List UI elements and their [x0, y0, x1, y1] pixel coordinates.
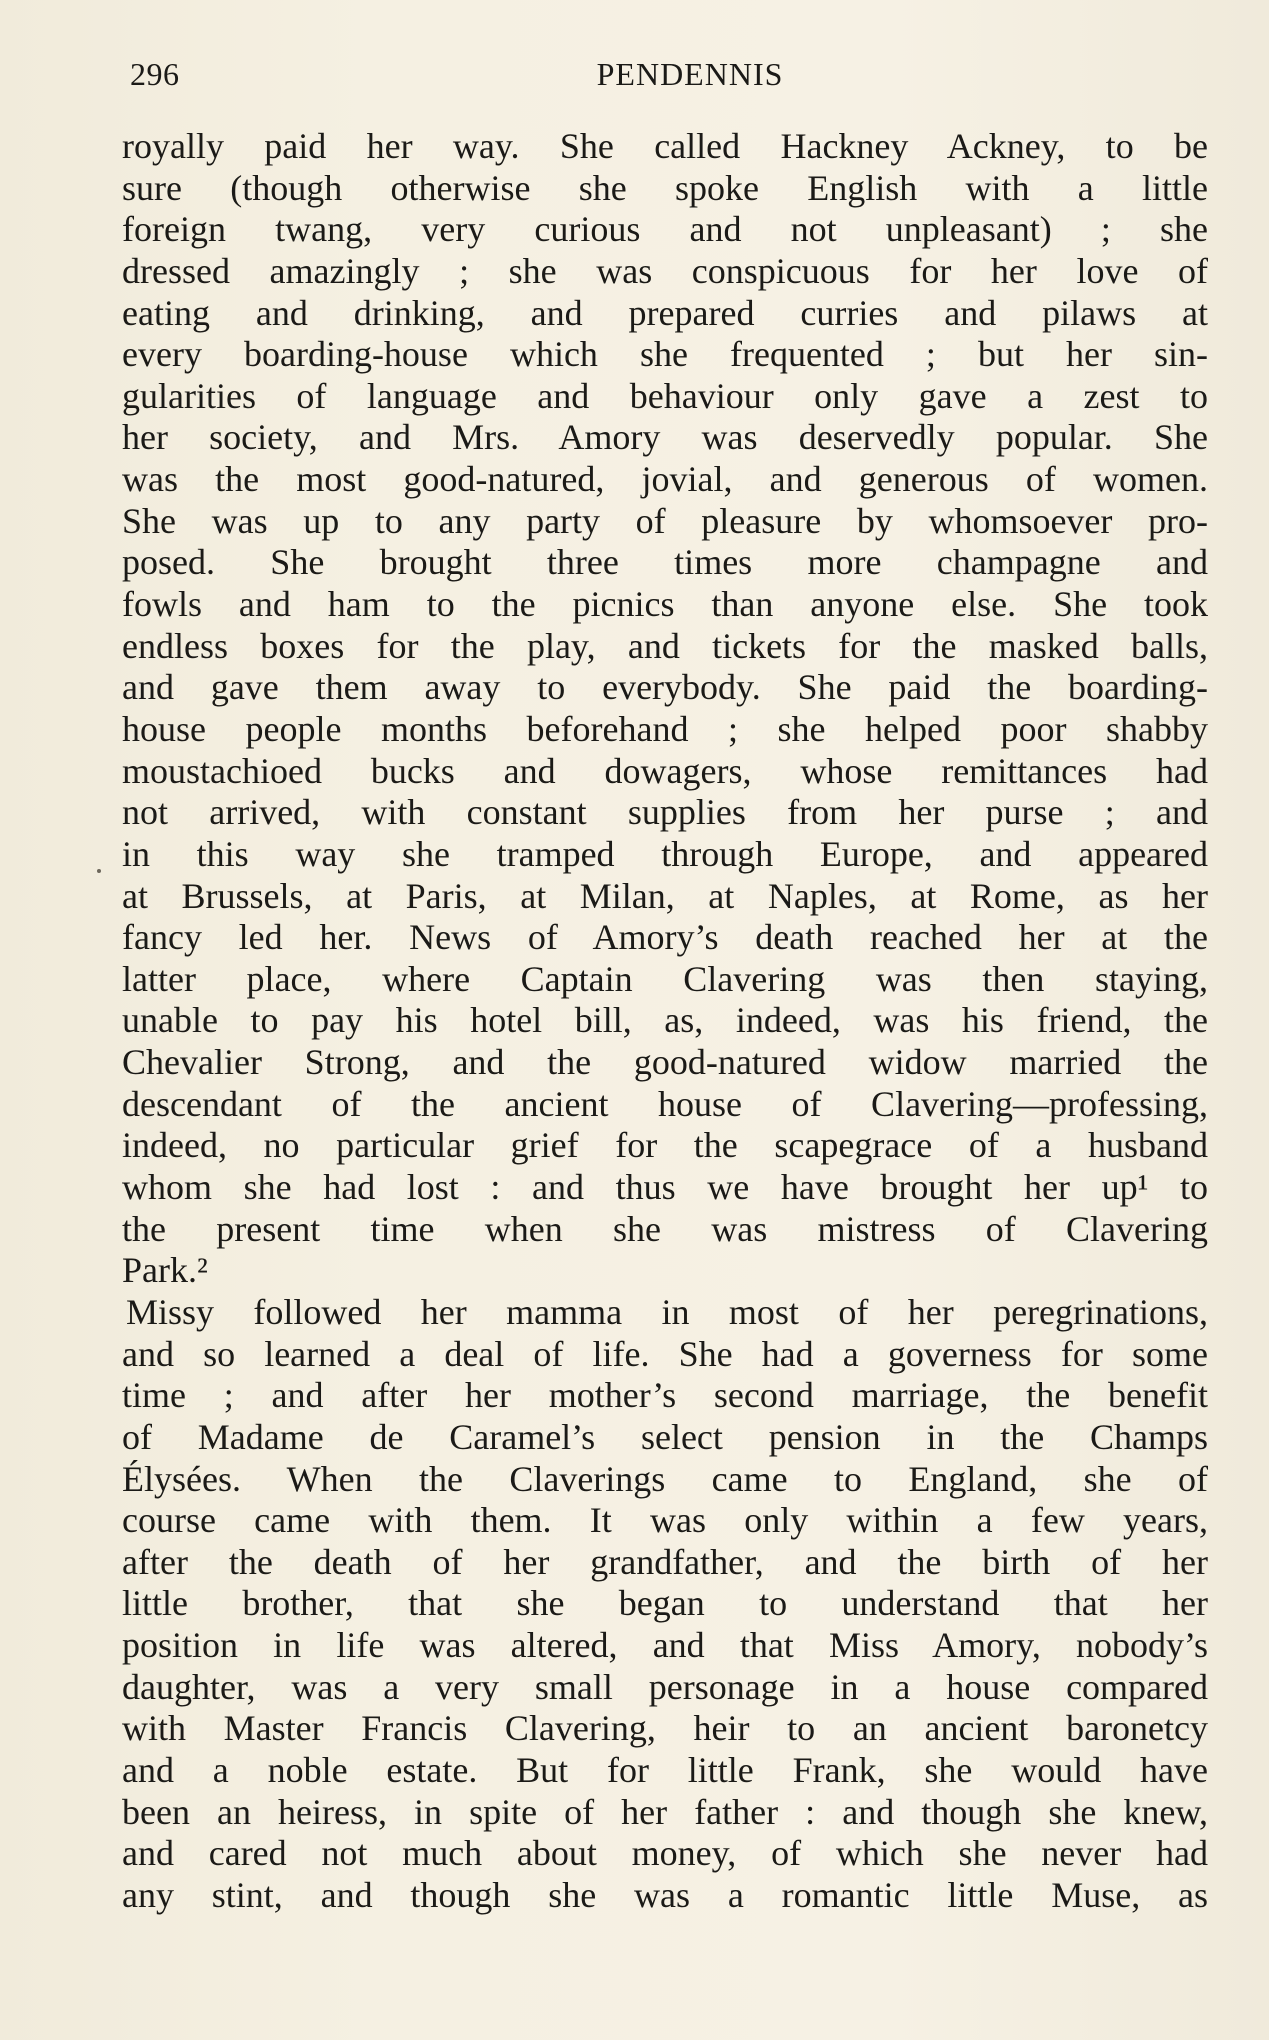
text-line: unable to pay his hotel bill, as, indeed, was his friend, the	[122, 1000, 1208, 1041]
text-line: and so learned a deal of life. She had a governess for some	[122, 1333, 1208, 1374]
text-line: course came with them. It was only within a few years,	[122, 1500, 1208, 1541]
text-line: and cared not much about money, of which she never had	[122, 1833, 1208, 1874]
text-line: posed. She brought three times more champagne and	[122, 542, 1208, 583]
text-line: the present time when she was mistress of Clavering	[122, 1208, 1208, 1249]
running-title: PENDENNIS	[596, 56, 784, 92]
text-line: Élysées. When the Claverings came to England, she of	[122, 1458, 1208, 1499]
text-line: eating and drinking, and prepared curries and pilaws at	[122, 292, 1208, 333]
text-line: fowls and ham to the picnics than anyone else. She took	[122, 584, 1208, 625]
text-line: and gave them away to everybody. She paid the boarding-	[122, 667, 1208, 708]
text-line: descendant of the ancient house of Clavering—professing,	[122, 1083, 1208, 1124]
text-line: of Madame de Caramel’s select pension in the Champs	[122, 1416, 1208, 1457]
body-text	[122, 126, 1208, 1917]
text-line: not arrived, with constant supplies from her purse ; and	[122, 792, 1208, 833]
text-line: time ; and after her mother’s second marriage, the benefit	[122, 1375, 1208, 1416]
text-line: moustachioed bucks and dowagers, whose remittances had	[122, 750, 1208, 791]
text-line: gularities of language and behaviour only gave a zest to	[122, 375, 1208, 416]
text-line: Missy followed her mamma in most of her peregrinations,	[126, 1291, 1208, 1332]
text-line: sure (though otherwise she spoke English with a little	[122, 167, 1208, 208]
text-line: daughter, was a very small personage in a house compared	[122, 1666, 1208, 1707]
text-line: house people months beforehand ; she helped poor shabby	[122, 708, 1208, 749]
text-line: in this way she tramped through Europe, and appeared	[122, 833, 1208, 874]
text-line: dressed amazingly ; she was conspicuous for her love of	[122, 250, 1208, 291]
text-line: indeed, no particular grief for the scapegrace of a husband	[122, 1125, 1208, 1166]
text-line: every boarding-house which she frequented ; but her sin-	[122, 334, 1208, 375]
text-line: any stint, and though she was a romantic little Muse, as	[122, 1874, 1208, 1915]
text-line: her society, and Mrs. Amory was deservedly popular. She	[122, 417, 1208, 458]
text-line: royally paid her way. She called Hackney Ackney, to be	[122, 126, 1208, 166]
text-line: and a noble estate. But for little Frank, she would have	[122, 1749, 1208, 1790]
text-line: Chevalier Strong, and the good-natured widow married the	[122, 1042, 1208, 1083]
text-line: She was up to any party of pleasure by whomsoever pro-	[122, 500, 1208, 541]
text-line: fancy led her. News of Amory’s death reached her at the	[122, 917, 1208, 958]
text-line: endless boxes for the play, and tickets for the masked balls,	[122, 625, 1208, 666]
text-line: was the most good-natured, jovial, and generous of women.	[122, 459, 1208, 500]
text-line: foreign twang, very curious and not unpleasant) ; she	[122, 209, 1208, 250]
text-line: little brother, that she began to understand that her	[122, 1583, 1208, 1624]
text-line: position in life was altered, and that Miss Amory, nobody’s	[122, 1625, 1208, 1666]
text-line: with Master Francis Clavering, heir to an ancient baronetcy	[122, 1708, 1208, 1749]
margin-dot	[97, 869, 101, 873]
text-line: at Brussels, at Paris, at Milan, at Naples, at Rome, as her	[122, 875, 1208, 916]
running-head	[126, 52, 1208, 96]
text-line: been an heiress, in spite of her father : and though she knew,	[122, 1791, 1208, 1832]
text-line: Park.²	[122, 1250, 208, 1291]
text-line: whom she had lost : and thus we have brought her up¹ to	[122, 1167, 1208, 1208]
text-line: latter place, where Captain Clavering was then staying,	[122, 958, 1208, 999]
text-line: after the death of her grandfather, and the birth of her	[122, 1541, 1208, 1582]
page-number: 296	[130, 56, 180, 92]
